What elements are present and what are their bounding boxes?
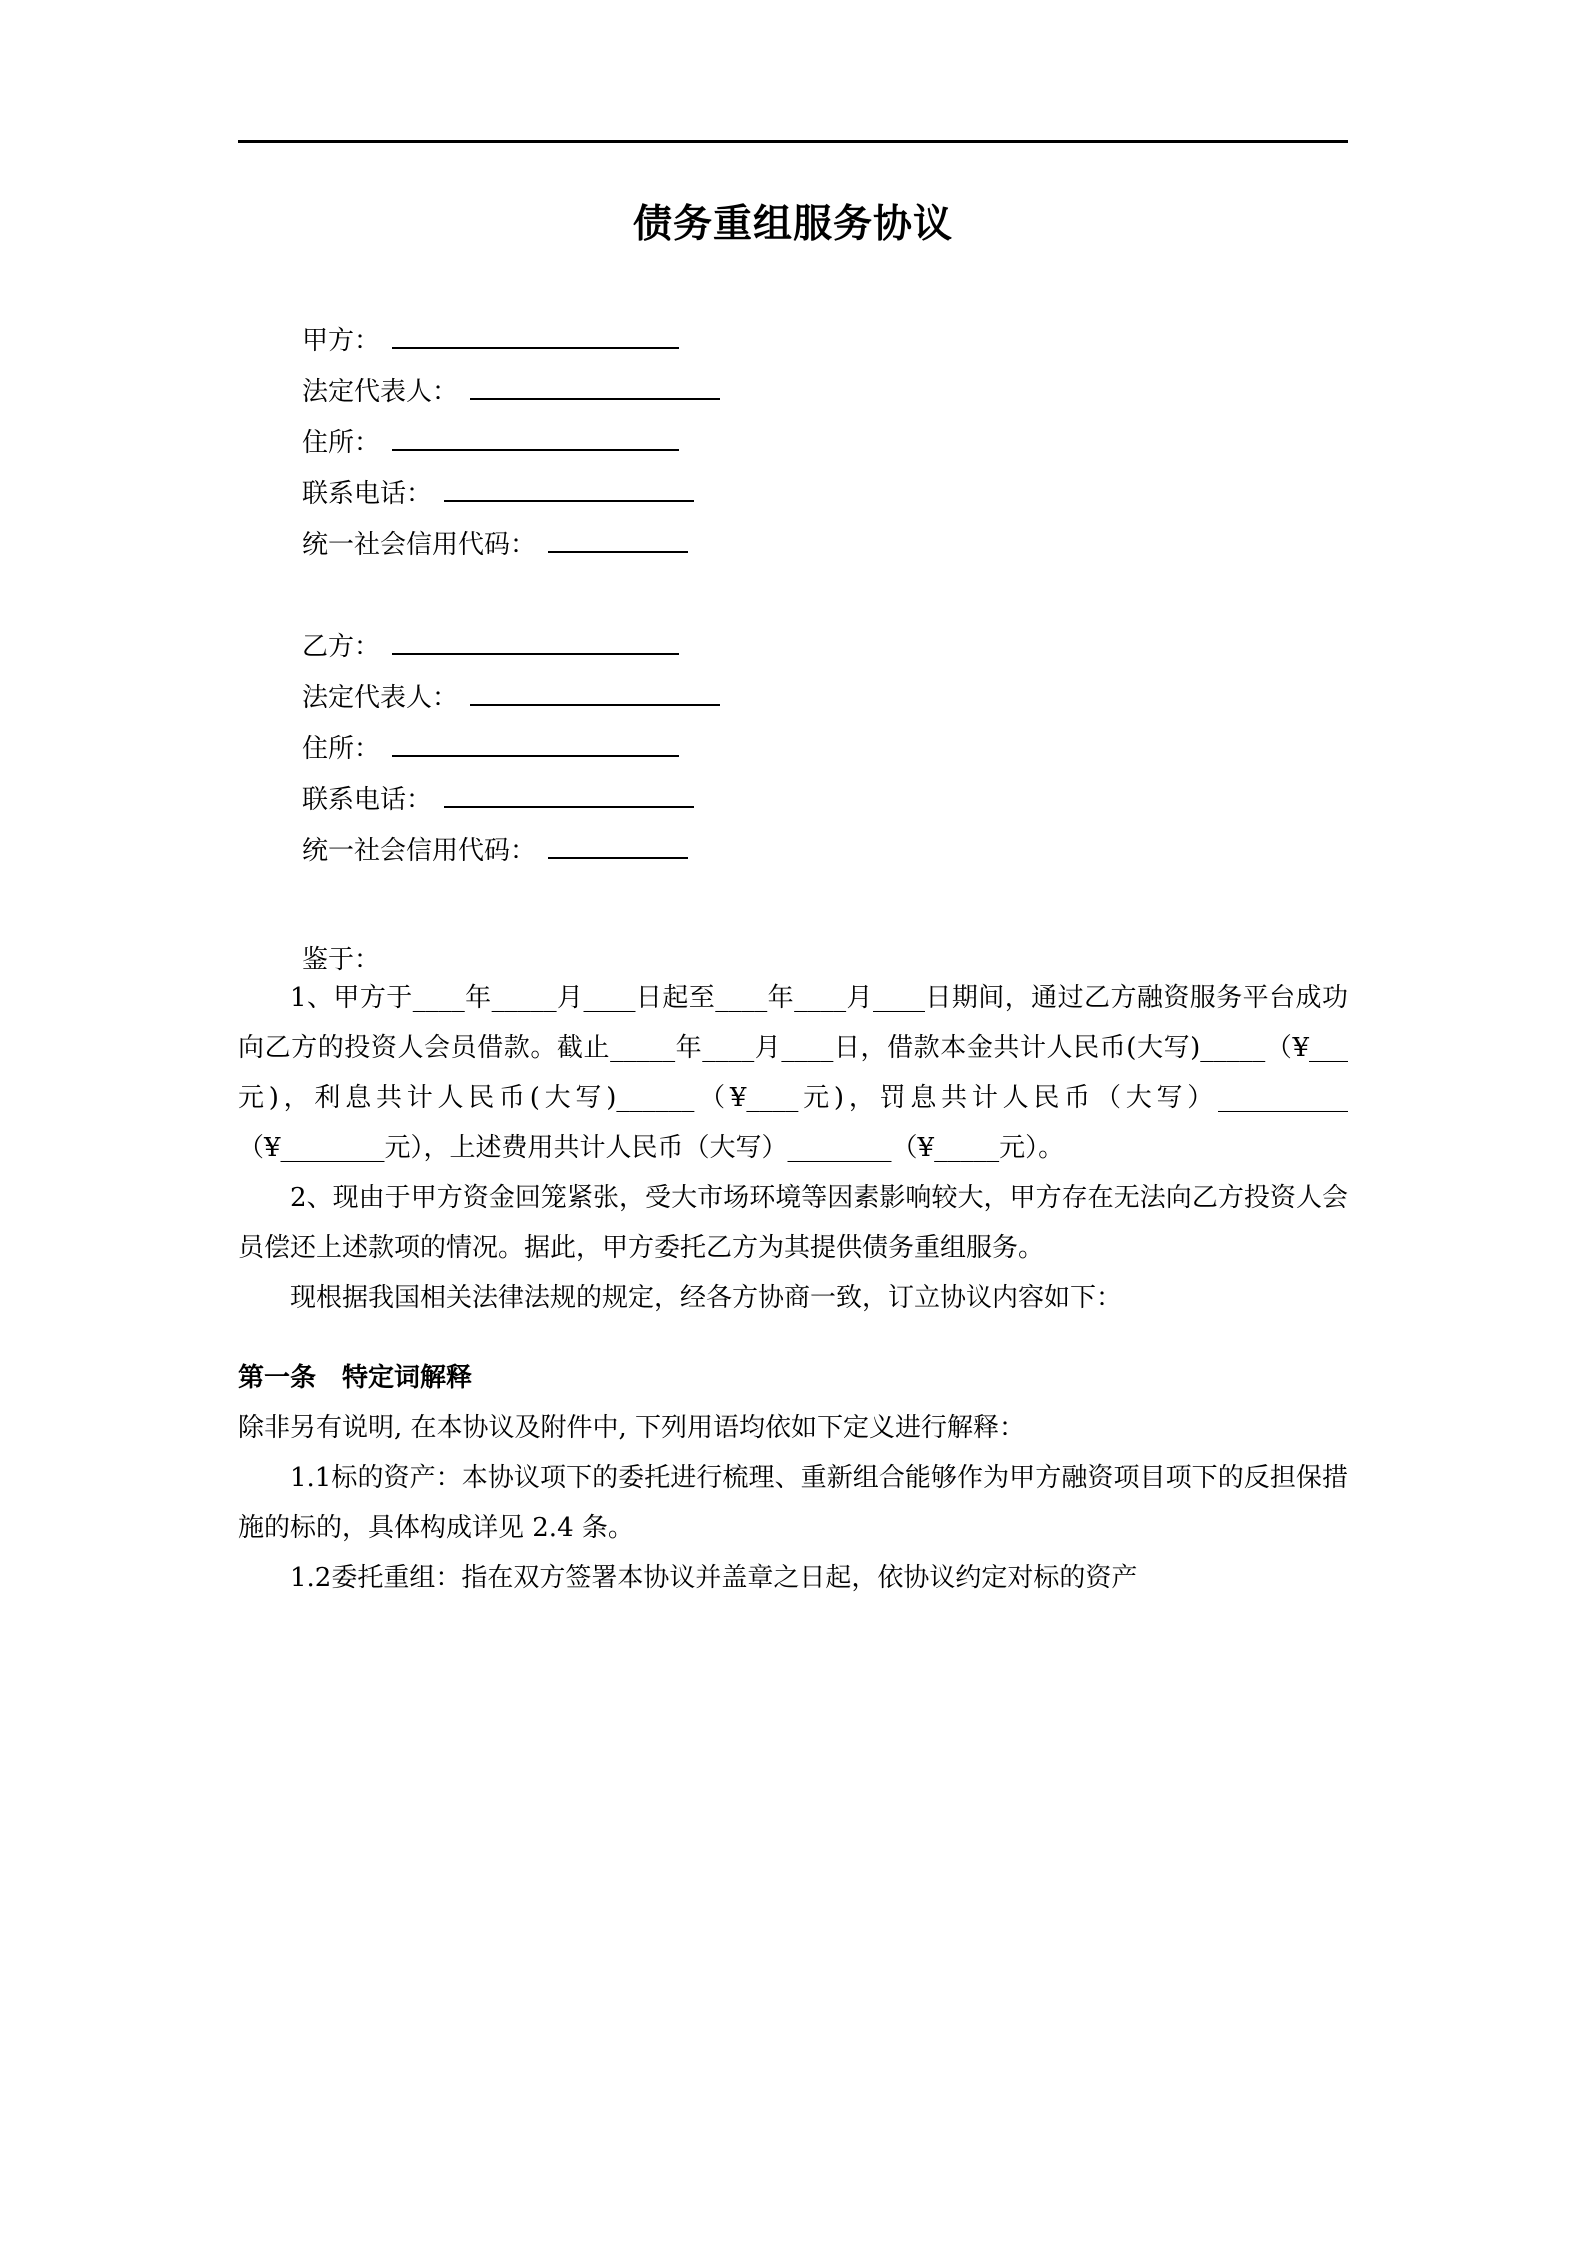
- party-b-phone-field[interactable]: [444, 805, 694, 808]
- party-b-name-label: 乙方：: [302, 631, 381, 662]
- document-content: [238, 200, 1348, 1603]
- article-1-intro: 除非另有说明, 在本协议及附件中, 下列用语均依如下定义进行解释：: [238, 1412, 1026, 1443]
- party-a-address-row: [238, 405, 1348, 456]
- party-a-legal-rep-label: 法定代表人：: [302, 376, 459, 407]
- party-a-block: [238, 303, 1348, 558]
- party-a-legal-rep-field[interactable]: [470, 397, 720, 400]
- party-a-phone-label: 联系电话：: [302, 478, 433, 509]
- party-a-legal-rep-row: [238, 354, 1348, 405]
- article-1-heading: [238, 1353, 1348, 1403]
- party-b-legal-rep-row: [238, 660, 1348, 711]
- party-a-name-label: 甲方：: [302, 325, 381, 356]
- recitals-heading: 鉴于：: [302, 944, 381, 975]
- party-a-credit-code-row: [238, 507, 1348, 558]
- header-divider-rule: [238, 140, 1348, 143]
- recitals-spacer: [238, 864, 1348, 915]
- article-1-title: 特定词解释: [342, 1362, 473, 1393]
- party-b-name-field[interactable]: [392, 652, 679, 655]
- party-a-phone-row: [238, 456, 1348, 507]
- party-a-address-label: 住所：: [302, 427, 381, 458]
- recital-item-2: 2、现由于甲方资金回笼紧张，受大市场环境等因素影响较大，甲方存在无法向乙方投资人会员偿还上述款项的情况。据此，甲方委托乙方为其提供债务重组服务。: [238, 1182, 1348, 1263]
- recitals-closing: 现根据我国相关法律法规的规定，经各方协商一致，订立协议内容如下：: [290, 1282, 1123, 1313]
- party-block-spacer: [238, 558, 1348, 609]
- party-a-credit-code-field[interactable]: [548, 550, 688, 553]
- party-a-phone-field[interactable]: [444, 499, 694, 502]
- party-b-phone-row: [238, 762, 1348, 813]
- party-b-address-row: [238, 711, 1348, 762]
- party-a-credit-code-label: 统一社会信用代码：: [302, 529, 537, 560]
- party-b-block: [238, 609, 1348, 864]
- party-b-address-field[interactable]: [392, 754, 679, 757]
- clause-1-2: 1.2委托重组：指在双方签署本协议并盖章之日起，依协议约定对标的资产: [290, 1562, 1138, 1593]
- party-b-phone-label: 联系电话：: [302, 784, 433, 815]
- party-b-legal-rep-label: 法定代表人：: [302, 682, 459, 713]
- party-b-credit-code-field[interactable]: [548, 856, 688, 859]
- party-a-name-row: [238, 303, 1348, 354]
- article-1-number: 第一条: [238, 1362, 317, 1393]
- party-a-name-field[interactable]: [392, 346, 679, 349]
- clause-1-1: 1.1标的资产：本协议项下的委托进行梳理、重新组合能够作为甲方融资项目项下的反担保措施的标的，具体构成详见 2.4 条。: [238, 1462, 1348, 1543]
- party-b-credit-code-row: [238, 813, 1348, 864]
- page-title: 债务重组服务协议: [632, 201, 953, 247]
- party-b-address-label: 住所：: [302, 733, 381, 764]
- recital-item-1: 1、甲方于____年_____月____日起至____年____月____日期间，通过乙方融资服务平台成功向乙方的投资人会员借款。截止_____年____月____日，借款本金共计人民币(大写)_____（¥___元)，利息共计人民币(大写)______（¥____元)，罚息共计人民币（大写）__________（¥________元），上述费用共计人民币（大写）________（¥_____元）。: [238, 982, 1348, 1163]
- party-b-legal-rep-field[interactable]: [470, 703, 720, 706]
- party-a-address-field[interactable]: [392, 448, 679, 451]
- party-b-name-row: [238, 609, 1348, 660]
- party-b-credit-code-label: 统一社会信用代码：: [302, 835, 537, 866]
